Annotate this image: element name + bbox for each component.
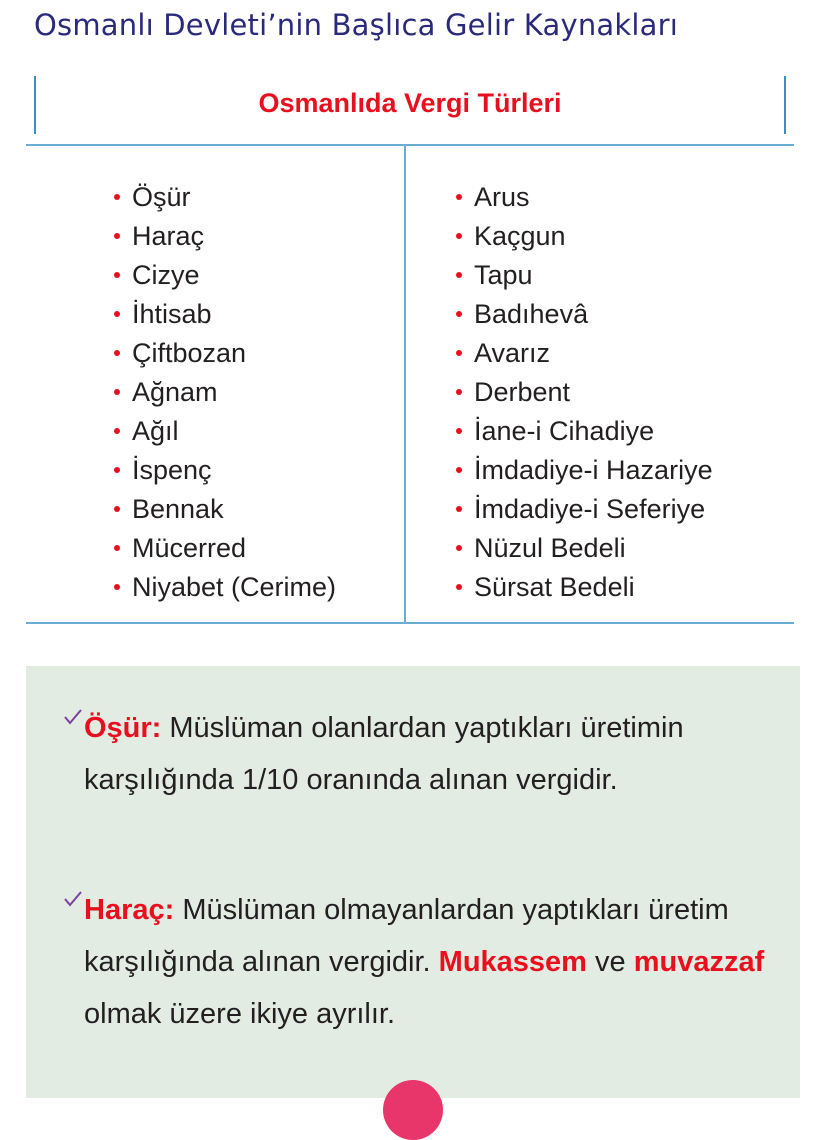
definitions-box [26,666,800,1098]
tax-item-label: Bennak [132,494,224,524]
tax-item-label: Badıhevâ [474,299,589,329]
tax-list-right [456,178,713,607]
tax-item-label: Avarız [474,338,551,368]
tax-item-label: Cizye [132,260,200,290]
tax-item [456,490,713,529]
tax-item-label: İhtisab [132,299,212,329]
check-mark-icon [62,706,84,728]
bullet-dot-icon [456,584,462,590]
tax-item-label: Ağıl [132,416,179,446]
tax-item [114,178,336,217]
bullet-dot-icon [456,506,462,512]
definition-text [84,702,794,806]
tax-item [456,334,713,373]
tax-item-label: Nüzul Bedeli [474,533,626,563]
tax-item-label: Öşür [132,182,191,212]
bullet-dot-icon [114,350,120,356]
tax-item [456,217,713,256]
tax-item-label: Çiftbozan [132,338,247,368]
tax-item [456,412,713,451]
definition-term: Haraç: [84,894,175,926]
definition-term: Öşür: [84,712,162,744]
tax-item [114,568,336,607]
tax-item [456,295,713,334]
definition-body: Müslüman olmayanlardan yaptıkları üretim karşılığında alınan vergidir. [84,894,729,978]
bullet-dot-icon [114,389,120,395]
tax-item [456,529,713,568]
bullet-dot-icon [456,545,462,551]
tax-item [456,451,713,490]
bullet-dot-icon [114,194,120,200]
tax-item [114,451,336,490]
bullet-dot-icon [114,428,120,434]
bullet-dot-icon [114,233,120,239]
table-header [34,76,786,134]
tax-item-label: Sürsat Bedeli [474,572,635,602]
definition-term-mukassem: Mukassem [438,946,587,978]
tax-item [114,334,336,373]
tax-item-label: Kaçgun [474,221,566,251]
tax-item [114,490,336,529]
tax-item [114,256,336,295]
tax-item-label: İspenç [132,455,212,485]
tax-item [114,529,336,568]
column-divider [404,146,406,622]
bullet-dot-icon [114,467,120,473]
tax-item-label: İane-i Cihadiye [474,416,655,446]
bullet-dot-icon [456,350,462,356]
bullet-dot-icon [456,389,462,395]
definition-body: ve [586,946,634,978]
tax-list-left [114,178,336,607]
bullet-dot-icon [456,467,462,473]
check-mark-icon [62,888,84,910]
tax-item [114,373,336,412]
tax-item-label: İmdadiye-i Seferiye [474,494,706,524]
tax-item-label: Mücerred [132,533,247,563]
bullet-dot-icon [114,545,120,551]
tax-item [456,178,713,217]
tax-item-label: Niyabet (Cerime) [132,572,337,602]
bullet-dot-icon [114,272,120,278]
definition-body: Müslüman olanlardan yaptıkları üretimin karşılığında 1/10 oranında alınan vergidir. [84,712,684,796]
tax-item-label: Derbent [474,377,571,407]
tax-item-label: Ağnam [132,377,218,407]
tax-item [456,568,713,607]
bullet-dot-icon [114,311,120,317]
bullet-dot-icon [114,584,120,590]
bullet-dot-icon [456,311,462,317]
tax-item-label: Arus [474,182,530,212]
bullet-dot-icon [456,428,462,434]
bullet-dot-icon [114,506,120,512]
table-title: Osmanlıda Vergi Türleri [258,87,562,118]
definition-text [84,884,794,1040]
page-title: Osmanlı Devleti’nin Başlıca Gelir Kaynakları [34,8,678,42]
tax-item [456,256,713,295]
tax-item-label: Haraç [132,221,205,251]
tax-item [456,373,713,412]
tax-item-label: İmdadiye-i Hazariye [474,455,713,485]
tax-item [114,295,336,334]
tax-item [114,412,336,451]
decorative-circle [383,1080,443,1140]
definition-term-muvazzaf: muvazzaf [633,946,765,978]
bullet-dot-icon [456,272,462,278]
definition-body: olmak üzere ikiye ayrılır. [84,998,396,1030]
bullet-dot-icon [456,194,462,200]
tax-item-label: Tapu [474,260,533,290]
bullet-dot-icon [456,233,462,239]
tax-item [114,217,336,256]
tax-types-table [26,76,794,624]
